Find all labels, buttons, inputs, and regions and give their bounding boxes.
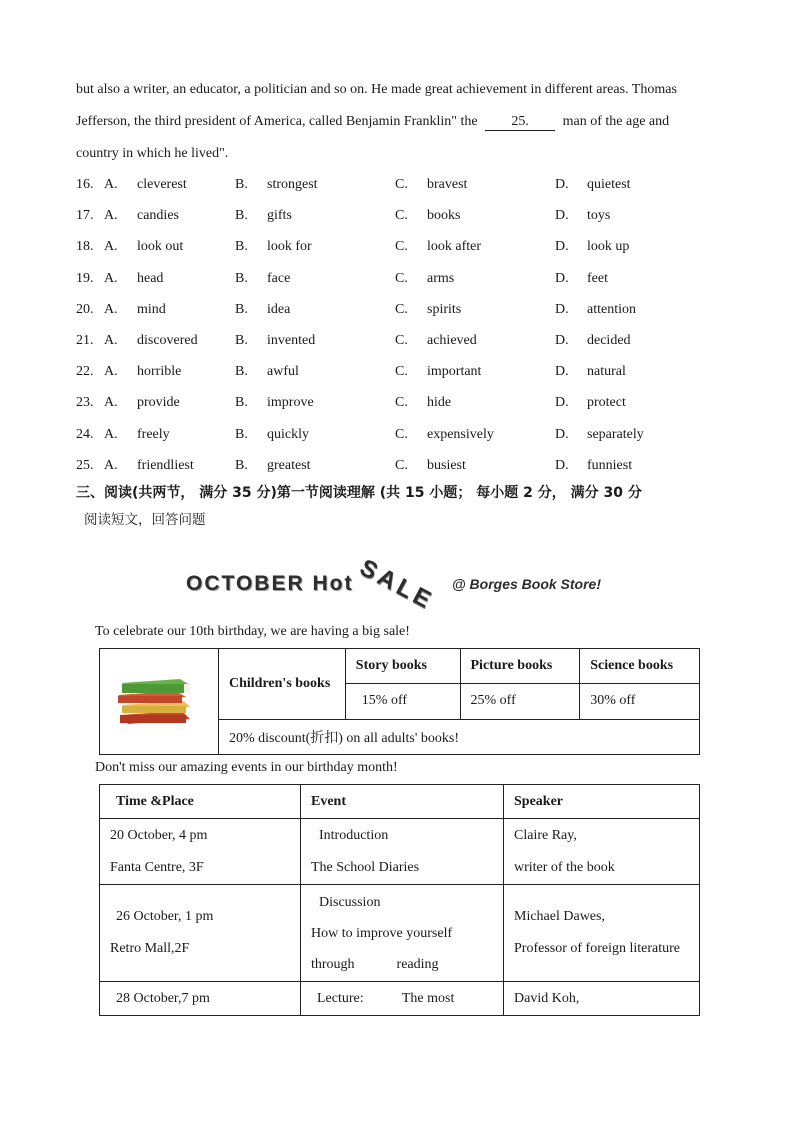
option-text: arms xyxy=(427,270,455,286)
question-row xyxy=(76,239,716,259)
option-letter: D. xyxy=(555,177,569,192)
option-letter: B. xyxy=(235,457,248,473)
events-intro: Don't miss our amazing events in our birthday month! xyxy=(95,760,398,775)
option-letter: B. xyxy=(235,270,248,286)
option-text: books xyxy=(427,208,461,224)
adult-discount-note: 20% discount(折扣) on all adults' books! xyxy=(219,719,700,754)
option-letter: D. xyxy=(555,457,569,473)
sale-intro: To celebrate our 10th birthday, we are having a big sale! xyxy=(95,624,410,639)
event2-speaker-role: Professor of foreign literature xyxy=(514,941,680,956)
question-row xyxy=(76,208,716,228)
header-picture-books: Picture books xyxy=(460,649,580,684)
books-stack-icon xyxy=(100,649,218,749)
option-letter: B. xyxy=(235,395,248,411)
option-text: quickly xyxy=(267,426,309,442)
option-letter: D. xyxy=(555,270,569,286)
childrens-books-label: Children's books xyxy=(219,649,346,720)
option-text: discovered xyxy=(137,333,198,348)
event2-type: Discussion xyxy=(319,894,381,910)
header-time-place: Time &Place xyxy=(100,785,301,819)
question-row xyxy=(76,333,716,353)
option-text: achieved xyxy=(427,333,477,348)
option-letter: C. xyxy=(395,333,408,348)
option-text: invented xyxy=(267,333,316,348)
option-text: gifts xyxy=(267,208,292,224)
books-image-cell xyxy=(100,649,219,755)
blank-25: 25. xyxy=(485,114,555,131)
option-text: look for xyxy=(267,239,312,255)
event2-speaker xyxy=(504,885,700,982)
option-text: candies xyxy=(137,208,179,224)
option-letter: A. xyxy=(104,208,118,224)
event2-speaker-name: Michael Dawes, xyxy=(514,909,605,924)
option-text: horrible xyxy=(137,364,182,380)
question-number: 17. xyxy=(76,208,94,224)
header-speaker: Speaker xyxy=(504,785,700,819)
banner-october: OCTOBER Hot xyxy=(186,572,354,595)
option-text: spirits xyxy=(427,301,462,317)
option-text: look up xyxy=(587,239,630,255)
option-text: look out xyxy=(137,239,184,255)
option-letter: C. xyxy=(395,270,408,286)
option-letter: A. xyxy=(104,270,118,286)
option-letter: B. xyxy=(235,301,248,317)
option-letter: D. xyxy=(555,239,569,255)
question-row xyxy=(76,177,716,197)
option-text: quietest xyxy=(587,177,631,192)
option-letter: A. xyxy=(104,333,118,348)
option-text: attention xyxy=(587,301,636,317)
discount-picture: 25% off xyxy=(460,684,580,719)
option-text: important xyxy=(427,364,482,380)
section-heading: 三、阅读(共两节， 满分 35 分)第一节阅读理解 (共 15 小题； 每小题 2 分， 满分 30 分 xyxy=(76,485,642,501)
option-text: feet xyxy=(587,270,608,286)
option-text: cleverest xyxy=(137,177,187,192)
event2-place: Retro Mall,2F xyxy=(110,941,190,956)
option-text: toys xyxy=(587,208,611,224)
option-text: idea xyxy=(267,301,291,317)
event1-speaker xyxy=(504,819,700,885)
event2-title: How to improve yourself xyxy=(311,925,453,941)
option-text: expensively xyxy=(427,426,494,442)
discount-science: 30% off xyxy=(580,684,700,719)
option-text: decided xyxy=(587,333,631,348)
question-number: 21. xyxy=(76,333,94,348)
question-row xyxy=(76,427,716,447)
option-text: mind xyxy=(137,301,166,317)
event3-event: Lecture: The most xyxy=(301,982,504,1016)
option-letter: A. xyxy=(104,364,118,380)
event1-time xyxy=(100,819,301,885)
question-row xyxy=(76,302,716,322)
table-row xyxy=(100,885,700,982)
section-instruction: 阅读短文，回答问题 xyxy=(84,512,206,528)
option-text: separately xyxy=(587,426,644,442)
option-text: bravest xyxy=(427,177,468,192)
option-text: protect xyxy=(587,395,626,411)
option-letter: C. xyxy=(395,426,408,442)
question-row xyxy=(76,395,716,415)
option-text: face xyxy=(267,270,291,286)
passage-line-1: but also a writer, an educator, a politician and so on. He made great achievement in different areas. Thomas xyxy=(76,82,677,97)
option-letter: A. xyxy=(104,457,118,473)
event1-date: 20 October, 4 pm xyxy=(110,827,208,843)
header-science-books: Science books xyxy=(580,649,700,684)
option-letter: C. xyxy=(395,177,408,192)
question-number: 20. xyxy=(76,301,94,317)
option-letter: A. xyxy=(104,239,118,255)
option-letter: B. xyxy=(235,239,248,255)
option-letter: A. xyxy=(104,426,118,442)
option-letter: B. xyxy=(235,177,248,192)
question-row xyxy=(76,271,716,291)
event2-time xyxy=(100,885,301,982)
option-text: freely xyxy=(137,426,170,442)
option-letter: D. xyxy=(555,395,569,411)
option-letter: A. xyxy=(104,395,118,411)
events-table xyxy=(99,784,700,1016)
question-number: 19. xyxy=(76,270,94,286)
event1-speaker-role: writer of the book xyxy=(514,859,615,875)
question-number: 24. xyxy=(76,426,94,442)
option-letter: B. xyxy=(235,333,248,348)
question-number: 25. xyxy=(76,457,94,473)
banner-store: @ Borges Book Store! xyxy=(452,576,602,592)
passage-line-2-post: man of the age and xyxy=(562,114,670,129)
option-letter: D. xyxy=(555,364,569,380)
question-row xyxy=(76,364,716,384)
header-event: Event xyxy=(301,785,504,819)
option-letter: D. xyxy=(555,208,569,224)
option-text: improve xyxy=(267,395,314,411)
option-letter: B. xyxy=(235,364,248,380)
option-letter: C. xyxy=(395,395,408,411)
option-text: awful xyxy=(267,364,299,380)
sale-table xyxy=(99,648,700,755)
option-text: hide xyxy=(427,395,452,411)
table-row xyxy=(100,982,700,1016)
option-letter: B. xyxy=(235,208,248,224)
option-letter: C. xyxy=(395,301,408,317)
banner-sale: SALE xyxy=(355,554,439,616)
option-letter: D. xyxy=(555,426,569,442)
discount-story: 15% off xyxy=(345,684,460,719)
option-letter: C. xyxy=(395,364,408,380)
event1-title: The School Diaries xyxy=(311,859,420,875)
event2-date: 26 October, 1 pm xyxy=(116,909,214,924)
question-row xyxy=(76,458,716,478)
passage-line-2 xyxy=(76,114,669,131)
event1-event xyxy=(301,819,504,885)
option-letter: A. xyxy=(104,177,118,192)
event1-speaker-name: Claire Ray, xyxy=(514,827,577,843)
option-letter: A. xyxy=(104,301,118,317)
question-number: 18. xyxy=(76,239,94,255)
question-number: 23. xyxy=(76,395,94,411)
option-text: busiest xyxy=(427,457,466,473)
option-text: funniest xyxy=(587,457,633,473)
event1-place: Fanta Centre, 3F xyxy=(110,859,204,875)
option-text: strongest xyxy=(267,177,318,192)
event1-type: Introduction xyxy=(319,827,389,843)
passage-line-3: country in which he lived". xyxy=(76,146,229,161)
event2-title-cont: through reading xyxy=(311,956,439,972)
event3-speaker: David Koh, xyxy=(504,982,700,1016)
option-text: greatest xyxy=(267,457,311,473)
option-text: look after xyxy=(427,239,482,255)
option-letter: D. xyxy=(555,301,569,317)
event3-time: 28 October,7 pm xyxy=(100,982,301,1016)
header-story-books: Story books xyxy=(345,649,460,684)
option-text: head xyxy=(137,270,164,286)
option-letter: C. xyxy=(395,239,408,255)
option-letter: C. xyxy=(395,208,408,224)
question-number: 16. xyxy=(76,177,94,192)
question-number: 22. xyxy=(76,364,94,380)
option-text: provide xyxy=(137,395,180,411)
option-letter: D. xyxy=(555,333,569,348)
option-letter: C. xyxy=(395,457,408,473)
option-letter: B. xyxy=(235,426,248,442)
event2-event xyxy=(301,885,504,982)
option-text: natural xyxy=(587,364,626,380)
option-text: friendliest xyxy=(137,457,194,473)
table-row xyxy=(100,819,700,885)
sale-banner xyxy=(186,548,626,616)
passage-line-2-pre: Jefferson, the third president of America, called Benjamin Franklin" the xyxy=(76,114,478,129)
